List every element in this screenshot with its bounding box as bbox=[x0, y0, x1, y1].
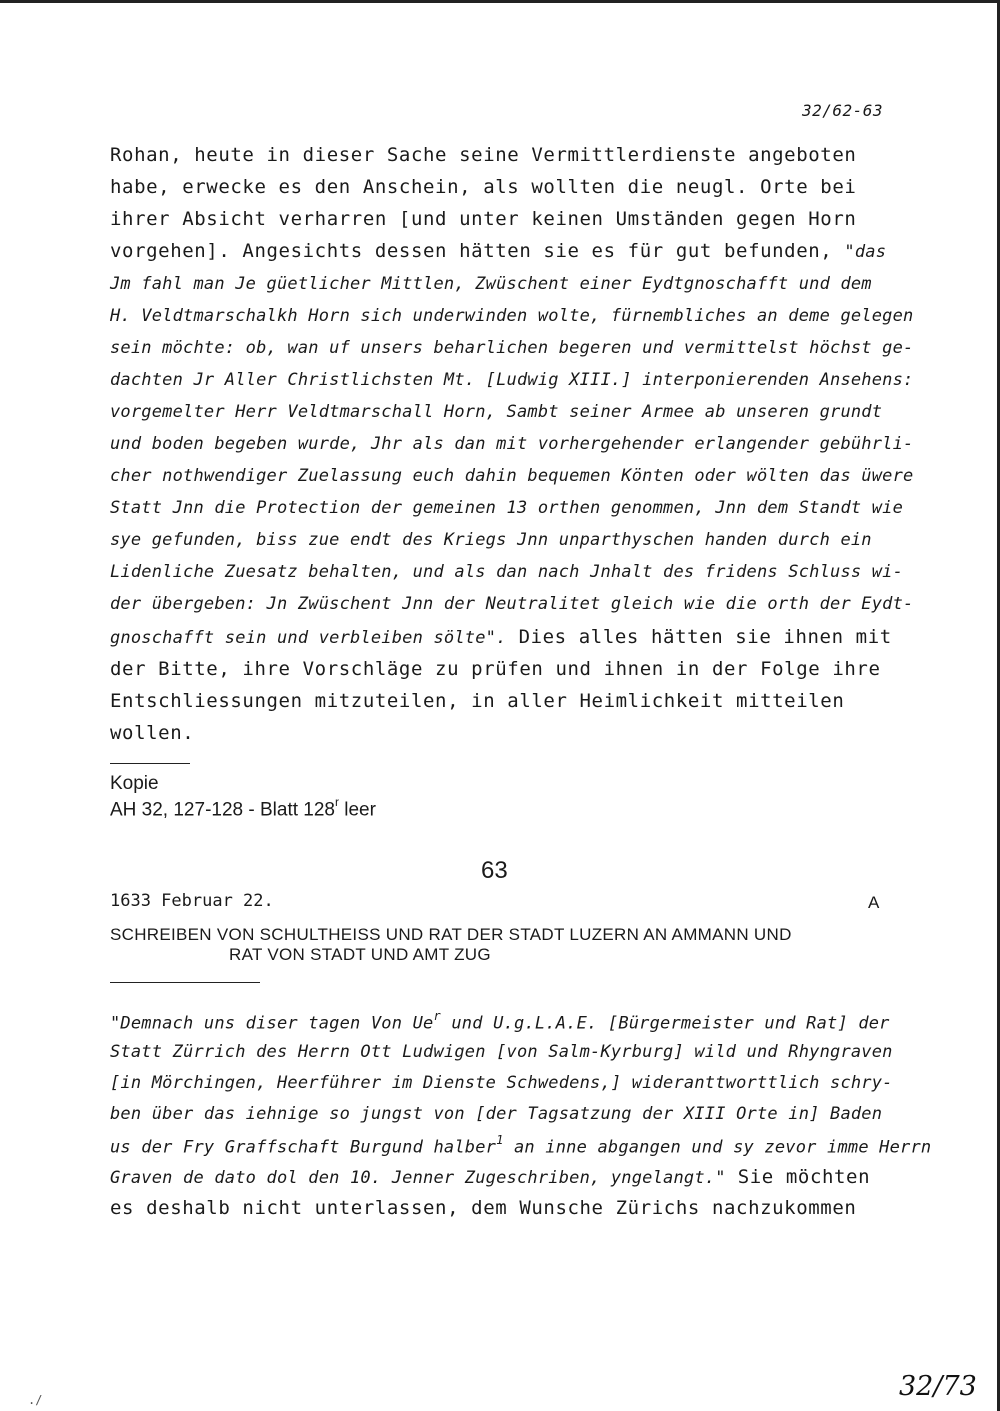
line-segment: dachten Jr Aller Christlichsten Mt. [Ludwig XIII.] interponierenden Ansehens: bbox=[110, 370, 914, 390]
quote-line: "Demnach uns diser tagen Von Ue$^r$ und U.g.L.A.E. [Bürgermeister und Rat] der bbox=[110, 1009, 890, 1034]
line-segment: Jm fahl man Je güetlicher Mittlen, Zwüschent einer Eydtgnoschafft und dem bbox=[110, 274, 872, 294]
quote-line: ben über das iehnige so jungst von [der Tagsatzung der XIII Orte in] Baden bbox=[110, 1104, 883, 1124]
paragraph-line bbox=[110, 400, 882, 422]
line-segment: sein möchte: ob, wan uf unsers beharlichen begeren und vermittelst höchst ge- bbox=[110, 338, 914, 358]
line-segment: habe, erwecke es den Anschein, als wollten die neugl. Orte bei bbox=[110, 176, 857, 198]
paragraph-line bbox=[110, 592, 913, 614]
line-segment: gnoschafft sein und verbleiben sölte". bbox=[110, 628, 507, 648]
paragraph-line bbox=[110, 176, 856, 198]
scan-border-top bbox=[0, 0, 1000, 3]
quote-line: Statt Zürrich des Herrn Ott Ludwigen [von Salm-Kyrburg] wild und Rhyngraven bbox=[110, 1042, 893, 1062]
paragraph-line bbox=[110, 626, 892, 648]
line-segment: Lidenliche Zuesatz behalten, und als dan nach Jnhalt des fridens Schluss wi- bbox=[110, 562, 904, 582]
paragraph-line bbox=[110, 336, 913, 358]
source-reference: AH 32, 127-128 - Blatt 128$^r$ leer bbox=[110, 795, 376, 821]
paragraph-line bbox=[110, 240, 886, 262]
line-segment: H. Veldtmarschalkh Horn sich underwinden wolte, fürnembliches an deme gelegen bbox=[110, 306, 914, 326]
quote-line: us der Fry Graffschaft Burgund halber$^1$ an inne abgangen und sy zevor imme Herrn bbox=[110, 1133, 932, 1158]
line-segment: cher nothwendiger Zuelassung euch dahin bequemen Könten oder wölten das üwere bbox=[110, 466, 914, 486]
line-segment: der übergeben: Jn Zwüschent Jnn der Neutralitet gleich wie die orth der Eydt- bbox=[110, 594, 914, 614]
paragraph-line bbox=[110, 464, 913, 486]
line-segment: Rohan, heute in dieser Sache seine Vermittlerdienste angeboten bbox=[110, 144, 857, 166]
line-segment: vorgehen]. Angesichts dessen hätten sie es für gut befunden, bbox=[110, 240, 845, 262]
paragraph-line bbox=[110, 528, 872, 550]
page-reference: 32/62-63 bbox=[801, 101, 883, 120]
separator-rule bbox=[110, 763, 190, 764]
document-date: 1633 Februar 22. bbox=[110, 891, 274, 911]
text-line: es deshalb nicht unterlassen, dem Wunsche Zürichs nachzukommen bbox=[110, 1197, 857, 1219]
paragraph-line bbox=[110, 560, 903, 582]
line-segment: und boden begeben wurde, Jhr als dan mit vorhergehender erlangender gebührli- bbox=[110, 434, 914, 454]
line-segment: "das bbox=[844, 242, 887, 262]
archive-stamp: 32/73 bbox=[899, 1371, 977, 1402]
document-title-line-2: RAT VON STADT UND AMT ZUG bbox=[229, 945, 491, 964]
line-segment: Statt Jnn die Protection der gemeinen 13 orthen genommen, Jnn dem Standt wie bbox=[110, 498, 904, 518]
paragraph-line bbox=[110, 272, 872, 294]
document-mark: A bbox=[868, 893, 880, 912]
title-rule bbox=[110, 982, 260, 983]
paragraph-line bbox=[110, 144, 856, 166]
paragraph-line bbox=[110, 368, 913, 390]
mixed-line: Graven de dato dol den 10. Jenner Zugeschriben, yngelangt." Sie möchten bbox=[110, 1166, 871, 1188]
document-title-line-1: SCHREIBEN VON SCHULTHEISS UND RAT DER STADT LUZERN AN AMMANN UND bbox=[110, 925, 792, 944]
source-label: Kopie bbox=[110, 773, 159, 794]
paragraph-line bbox=[110, 658, 881, 680]
line-segment: Entschliessungen mitzuteilen, in aller Heimlichkeit mitteilen bbox=[110, 690, 845, 712]
paragraph-line bbox=[110, 304, 913, 326]
paragraph-line bbox=[110, 690, 844, 712]
paragraph-line bbox=[110, 722, 194, 744]
line-segment: wollen. bbox=[110, 722, 195, 744]
document-number: 63 bbox=[481, 857, 508, 884]
paragraph-line bbox=[110, 496, 903, 518]
line-segment: der Bitte, ihre Vorschläge zu prüfen und ihnen in der Folge ihre bbox=[110, 658, 881, 680]
line-segment: vorgemelter Herr Veldtmarschall Horn, Sambt seiner Armee ab unseren grundt bbox=[110, 402, 883, 422]
quote-line: [in Mörchingen, Heerführer im Dienste Schwedens,] wideranttworttlich schry- bbox=[110, 1073, 893, 1093]
line-segment: ihrer Absicht verharren [und unter keinen Umständen gegen Horn bbox=[110, 208, 857, 230]
line-segment: Dies alles hätten sie ihnen mit bbox=[506, 626, 892, 648]
paragraph-line bbox=[110, 208, 856, 230]
line-segment: sye gefunden, biss zue endt des Kriegs Jnn unparthyschen handen durch ein bbox=[110, 530, 872, 550]
paragraph-line bbox=[110, 432, 913, 454]
margin-mark: ./ bbox=[28, 1393, 43, 1407]
